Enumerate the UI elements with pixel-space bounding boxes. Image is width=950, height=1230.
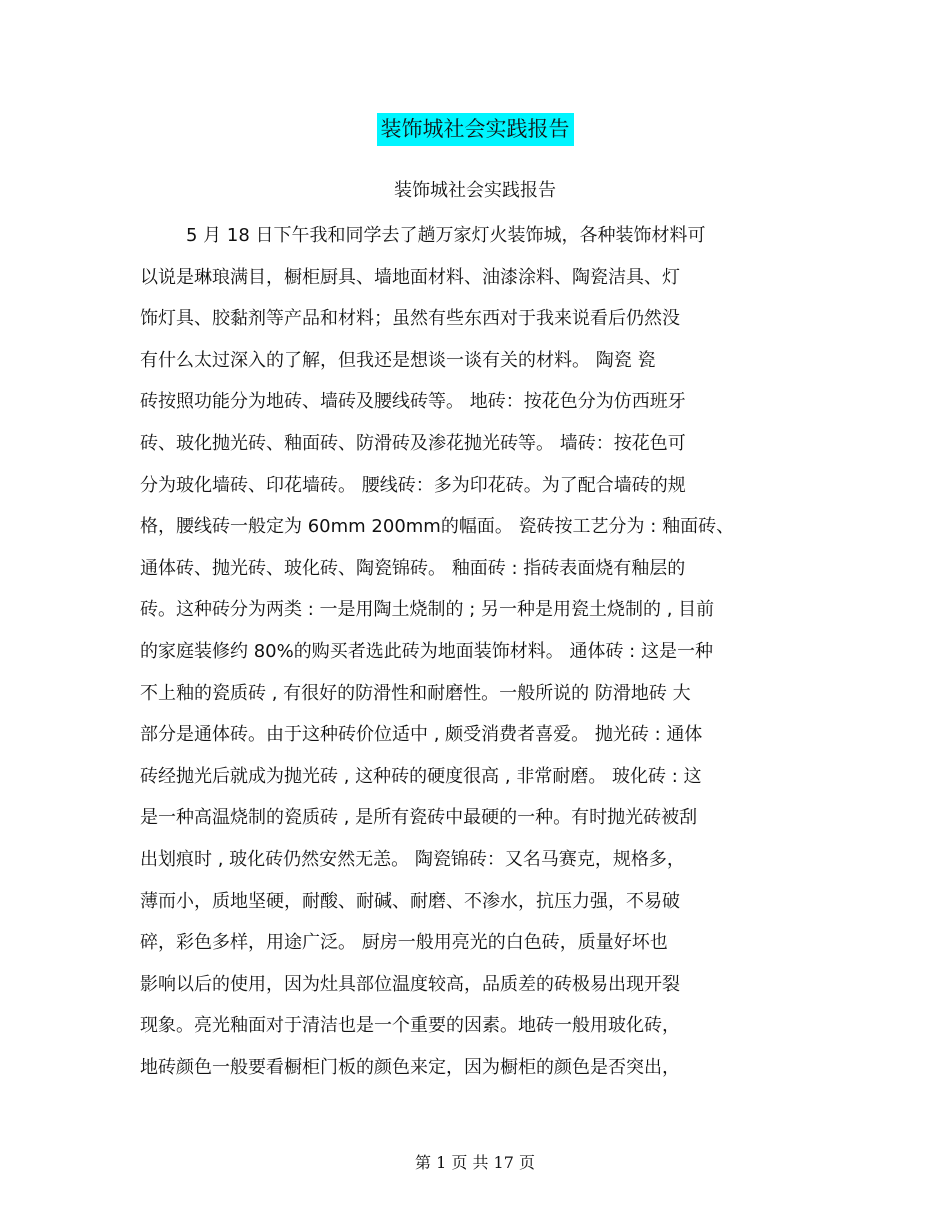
body-line: 是一种高温烧制的瓷质砖 , 是所有瓷砖中最硬的一种。有时抛光砖被刮 [140,807,698,829]
page-footer: 第 1 页 共 17 页 [415,1153,535,1172]
body-line: 碎，彩色多样，用途广泛。 厨房一般用亮光的白色砖，质量好坏也 [140,932,668,954]
body-line: 有什么太过深入的了解，但我还是想谈一谈有关的材料。 陶瓷 瓷 [140,349,656,371]
body-line: 影响以后的使用，因为灶具部位温度较高，品质差的砖极易出现开裂 [140,973,680,995]
body-line: 砖。这种砖分为两类 : 一是用陶土烧制的 ; 另一种是用瓷土烧制的 , 目前 [140,599,715,621]
body-line: 砖按照功能分为地砖、墙砖及腰线砖等。 地砖：按花色分为仿西班牙 [140,391,686,413]
body-line: 通体砖、抛光砖、玻化砖、陶瓷锦砖。 釉面砖 : 指砖表面烧有釉层的 [140,557,686,579]
body-line: 不上釉的瓷质砖 , 有很好的防滑性和耐磨性。一般所说的 防滑地砖 大 [140,682,691,704]
body-line: 部分是通体砖。由于这种砖价位适中 , 颇受消费者喜爱。 抛光砖 : 通体 [140,724,703,746]
title-container [0,113,950,146]
document-title: 装饰城社会实践报告 [377,113,574,146]
body-line: 饰灯具、胶黏剂等产品和材料；虽然有些东西对于我来说看后仍然没 [140,308,680,330]
body-line: 出划痕时 , 玻化砖仍然安然无恙。 陶瓷锦砖：又名马赛克，规格多， [140,848,685,870]
body-line: 砖经抛光后就成为抛光砖 , 这种砖的硬度很高 , 非常耐磨。 玻化砖 : 这 [140,765,702,787]
body-line: 格，腰线砖一般定为 60mm 200mm的幅面。 瓷砖按工艺分为 : 釉面砖、 [140,516,735,538]
body-text [140,218,820,1091]
body-line: 5 月 18 日下午我和同学去了趟万家灯火装饰城，各种装饰材料可 [186,225,706,246]
document-subtitle: 装饰城社会实践报告 [394,180,556,201]
body-line: 的家庭装修约 80%的购买者选此砖为地面装饰材料。 通体砖 : 这是一种 [140,640,713,662]
body-line: 砖、玻化抛光砖、釉面砖、防滑砖及渗花抛光砖等。 墙砖：按花色可 [140,432,686,454]
body-line: 以说是琳琅满目，橱柜厨具、墙地面材料、油漆涂料、陶瓷洁具、灯 [140,266,680,288]
body-line: 分为玻化墙砖、印花墙砖。 腰线砖：多为印花砖。为了配合墙砖的规 [140,474,686,496]
body-line: 现象。亮光釉面对于清洁也是一个重要的因素。地砖一般用玻化砖， [140,1015,680,1037]
body-line: 地砖颜色一般要看橱柜门板的颜色来定，因为橱柜的颜色是否突出， [140,1056,680,1078]
body-line: 薄而小，质地坚硬，耐酸、耐碱、耐磨、不渗水，抗压力强，不易破 [140,890,680,912]
